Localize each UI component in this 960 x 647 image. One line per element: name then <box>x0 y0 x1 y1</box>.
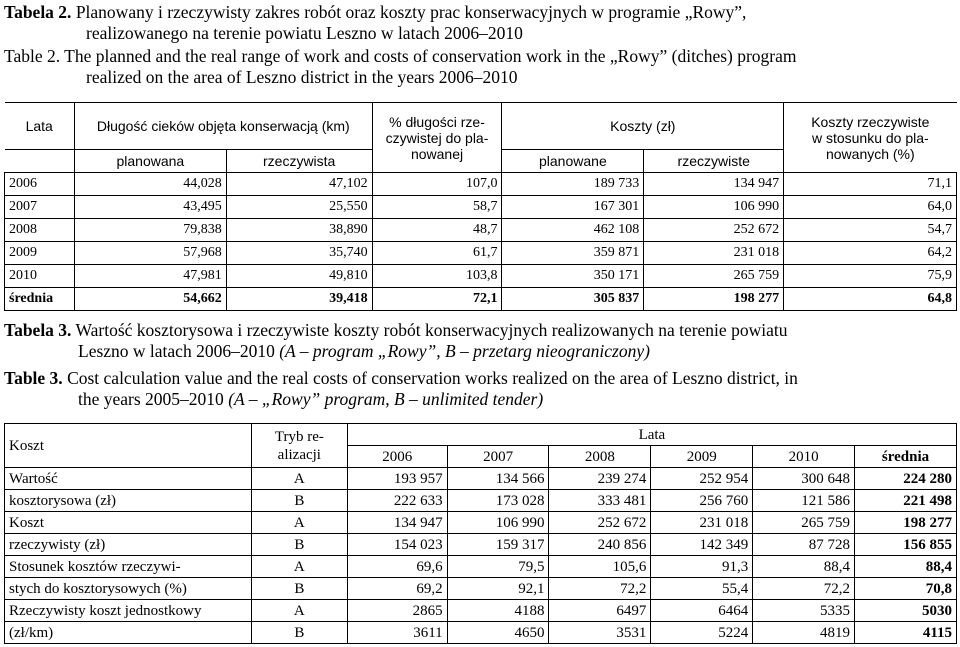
table-cell: 61,7 <box>372 242 502 265</box>
average-cell: 4115 <box>855 622 957 644</box>
table-cell: 231 018 <box>651 512 753 534</box>
table-cell: 173 028 <box>447 490 549 512</box>
row-label: 2008 <box>5 219 75 242</box>
table-cell: 240 856 <box>549 534 651 556</box>
header-tryb: Tryb re- alizacji <box>251 424 347 468</box>
table-cell: 106 990 <box>644 196 784 219</box>
header-year: 2007 <box>447 446 549 468</box>
table-cell: 222 633 <box>347 490 447 512</box>
row-label: kosztorysowa (zł) <box>5 490 252 512</box>
table-cell: 6497 <box>549 600 651 622</box>
header-length: Długość cieków objęta konserwacją (km) <box>74 103 372 150</box>
average-cell: 88,4 <box>855 556 957 578</box>
table-cell: 91,3 <box>651 556 753 578</box>
table-cell: 189 733 <box>502 173 644 196</box>
header-planned-cost: planowane <box>502 150 644 173</box>
header-year: 2009 <box>651 446 753 468</box>
table-row <box>5 512 957 534</box>
table-cell: 54,662 <box>74 288 226 311</box>
header-koszt: Koszt <box>5 424 252 468</box>
average-cell: 156 855 <box>855 534 957 556</box>
mode-cell: A <box>251 468 347 490</box>
table-cell: 239 274 <box>549 468 651 490</box>
table-row-average <box>5 288 957 311</box>
table3-label-pl: Tabela 3. <box>4 320 72 340</box>
table-row <box>5 534 957 556</box>
table-cell: 79,5 <box>447 556 549 578</box>
table-cell: 55,4 <box>651 578 753 600</box>
table-cell: 43,495 <box>74 196 226 219</box>
header-lata: Lata <box>347 424 956 446</box>
table-cell: 154 023 <box>347 534 447 556</box>
header-year: 2008 <box>549 446 651 468</box>
table3-label-en: Table 3. <box>4 368 63 388</box>
table-cell: 87 728 <box>753 534 855 556</box>
mode-cell: A <box>251 600 347 622</box>
row-label: Rzeczywisty koszt jednostkowy <box>5 600 252 622</box>
header-ratio: Koszty rzeczywiste w stosunku do pla- nowanych (%) <box>784 103 957 173</box>
table-row <box>5 219 957 242</box>
table-cell: 4819 <box>753 622 855 644</box>
table-cell: 5224 <box>651 622 753 644</box>
average-cell: 70,8 <box>855 578 957 600</box>
table-cell: 333 481 <box>549 490 651 512</box>
table-cell: 134 947 <box>347 512 447 534</box>
table-cell: 159 317 <box>447 534 549 556</box>
table-cell: 5335 <box>753 600 855 622</box>
table-cell: 350 171 <box>502 265 644 288</box>
table-cell: 359 871 <box>502 242 644 265</box>
average-cell: 5030 <box>855 600 957 622</box>
row-label: 2010 <box>5 265 75 288</box>
table3-caption-en: Table 3. Cost calculation value and the real costs of conservation works realized on the area of Leszno district, in the years 2005–2010 (A – „Rowy” program, B – unlimited tender) <box>4 368 798 409</box>
header-average: średnia <box>855 446 957 468</box>
table-cell: 3611 <box>347 622 447 644</box>
table-cell: 47,102 <box>226 173 372 196</box>
mode-cell: B <box>251 622 347 644</box>
header-pct: % długości rze- czywistej do pla- nowanej <box>372 103 502 173</box>
table-cell: 88,4 <box>753 556 855 578</box>
table-cell: 4650 <box>447 622 549 644</box>
table2-label-pl: Tabela 2. <box>4 2 72 22</box>
table-cell: 48,7 <box>372 219 502 242</box>
table-cell: 35,740 <box>226 242 372 265</box>
header-year: 2010 <box>753 446 855 468</box>
table-cell: 54,7 <box>784 219 957 242</box>
row-label: 2009 <box>5 242 75 265</box>
table-cell: 57,968 <box>74 242 226 265</box>
table-row <box>5 196 957 219</box>
table-cell: 167 301 <box>502 196 644 219</box>
average-cell: 221 498 <box>855 490 957 512</box>
table-cell: 69,6 <box>347 556 447 578</box>
table-cell: 64,0 <box>784 196 957 219</box>
table-cell: 75,9 <box>784 265 957 288</box>
mode-cell: A <box>251 512 347 534</box>
average-cell: 198 277 <box>855 512 957 534</box>
row-label: 2006 <box>5 173 75 196</box>
table-cell: 92,1 <box>447 578 549 600</box>
row-label: (zł/km) <box>5 622 252 644</box>
table2-caption-pl: Tabela 2. Planowany i rzeczywisty zakres robót oraz koszty prac konserwacyjnych w programie „Rowy”, realizowanego na terenie powiatu Leszno w latach 2006–2010 <box>4 2 747 43</box>
mode-cell: B <box>251 490 347 512</box>
table-row <box>5 265 957 288</box>
row-label: 2007 <box>5 196 75 219</box>
table-cell: 64,2 <box>784 242 957 265</box>
table-cell: 2865 <box>347 600 447 622</box>
row-label: Koszt <box>5 512 252 534</box>
row-label: Stosunek kosztów rzeczywi- <box>5 556 252 578</box>
header-real-cost: rzeczywiste <box>644 150 784 173</box>
row-label: średnia <box>5 288 75 311</box>
table-cell: 265 759 <box>753 512 855 534</box>
table-cell: 49,810 <box>226 265 372 288</box>
mode-cell: A <box>251 556 347 578</box>
table-cell: 305 837 <box>502 288 644 311</box>
table-cell: 79,838 <box>74 219 226 242</box>
table-row <box>5 556 957 578</box>
header-planned-km: planowana <box>74 150 226 173</box>
table-cell: 105,6 <box>549 556 651 578</box>
table-cell: 44,028 <box>74 173 226 196</box>
table3 <box>4 423 957 644</box>
table-cell: 58,7 <box>372 196 502 219</box>
table-cell: 134 566 <box>447 468 549 490</box>
table-cell: 107,0 <box>372 173 502 196</box>
table-row <box>5 622 957 644</box>
table-row <box>5 490 957 512</box>
row-label: rzeczywisty (zł) <box>5 534 252 556</box>
table-cell: 64,8 <box>784 288 957 311</box>
table-cell: 71,1 <box>784 173 957 196</box>
table-cell: 252 672 <box>644 219 784 242</box>
table-cell: 252 954 <box>651 468 753 490</box>
row-label: Wartość <box>5 468 252 490</box>
mode-cell: B <box>251 578 347 600</box>
table-cell: 198 277 <box>644 288 784 311</box>
header-lata: Lata <box>5 103 75 150</box>
header-costs: Koszty (zł) <box>502 103 784 150</box>
table-row <box>5 242 957 265</box>
row-label: stych do kosztorysowych (%) <box>5 578 252 600</box>
table2-caption-en: Table 2. The planned and the real range of work and costs of conservation work in the „Rowy” (ditches) program realized on the area of Leszno district in the years 2006–2010 <box>4 46 797 87</box>
mode-cell: B <box>251 534 347 556</box>
table-row <box>5 578 957 600</box>
average-cell: 224 280 <box>855 468 957 490</box>
table-row <box>5 173 957 196</box>
table-cell: 252 672 <box>549 512 651 534</box>
table-cell: 300 648 <box>753 468 855 490</box>
table-cell: 121 586 <box>753 490 855 512</box>
table-cell: 3531 <box>549 622 651 644</box>
table-cell: 134 947 <box>644 173 784 196</box>
header-year: 2006 <box>347 446 447 468</box>
table-cell: 4188 <box>447 600 549 622</box>
table-cell: 72,2 <box>549 578 651 600</box>
table-cell: 39,418 <box>226 288 372 311</box>
table-cell: 265 759 <box>644 265 784 288</box>
table-cell: 6464 <box>651 600 753 622</box>
table-cell: 72,1 <box>372 288 502 311</box>
table-cell: 231 018 <box>644 242 784 265</box>
table-row <box>5 468 957 490</box>
table-cell: 69,2 <box>347 578 447 600</box>
table-cell: 193 957 <box>347 468 447 490</box>
table2-label-en: Table 2. <box>4 46 61 66</box>
table-cell: 142 349 <box>651 534 753 556</box>
table-cell: 106 990 <box>447 512 549 534</box>
table-cell: 256 760 <box>651 490 753 512</box>
table3-caption-pl: Tabela 3. Wartość kosztorysowa i rzeczywiste koszty robót konserwacyjnych realizowanych na terenie powiatu Leszno w latach 2006–2010 (A – program „Rowy”, B – przetarg nieograniczony) <box>4 320 788 361</box>
header-real-km: rzeczywista <box>226 150 372 173</box>
table-cell: 462 108 <box>502 219 644 242</box>
table-cell: 38,890 <box>226 219 372 242</box>
table-cell: 72,2 <box>753 578 855 600</box>
table-cell: 103,8 <box>372 265 502 288</box>
table-cell: 47,981 <box>74 265 226 288</box>
table2 <box>4 102 957 311</box>
table-row <box>5 600 957 622</box>
table-cell: 25,550 <box>226 196 372 219</box>
